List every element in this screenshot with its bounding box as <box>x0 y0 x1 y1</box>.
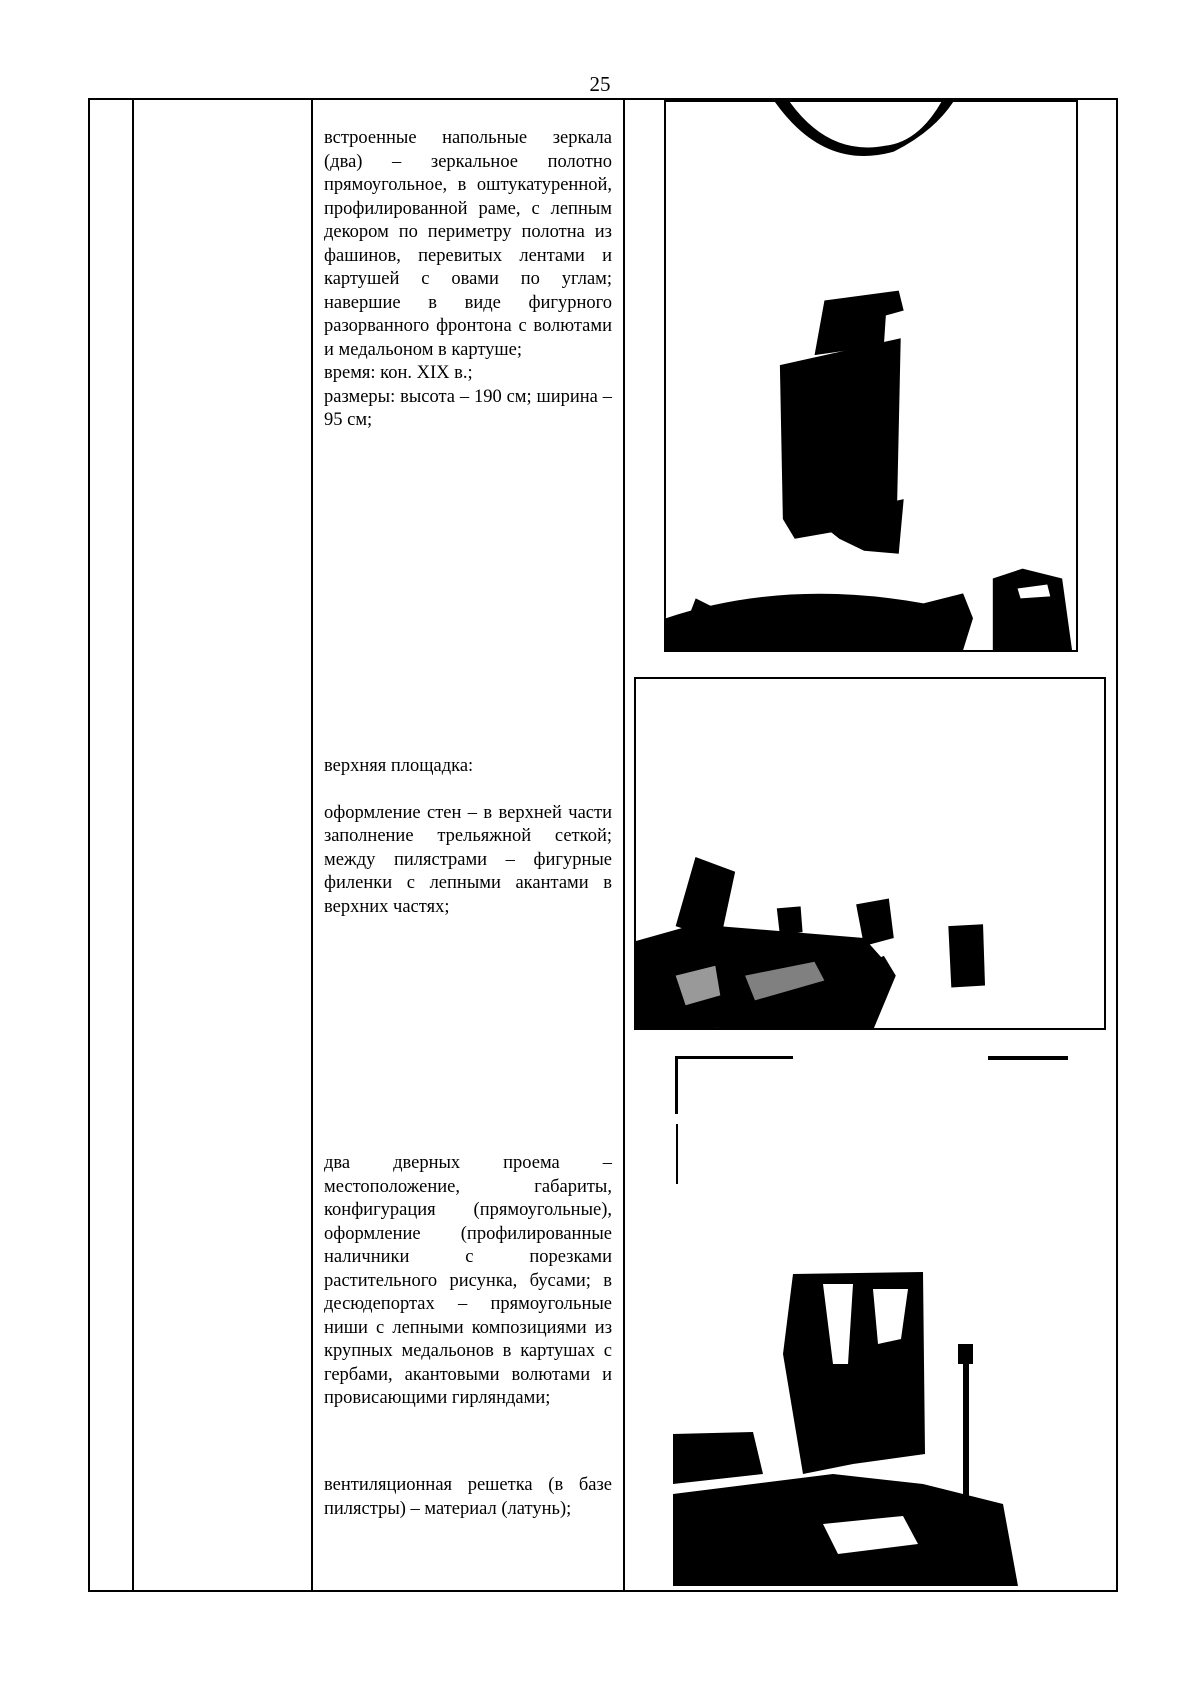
entry-paragraph: вентиляционная решетка (в базе пилястры) – материал (латунь); <box>324 1475 612 1519</box>
entry-ventilation-grille <box>324 1474 612 1521</box>
table-column-divider <box>623 98 625 1592</box>
entry-paragraph: два дверных проема – местоположение, габариты, конфигурация (прямоугольные), оформление (профилированные наличники с порезками растительного рисунка, бусами; в десюдепортах – прямоугольные ниши с лепными композициями из крупных медальонов в картушах с гербами, акантовыми волютами и провисающими гирляндами; <box>324 1153 612 1408</box>
entry-mirrors <box>324 127 612 433</box>
photo-doorway <box>673 1054 1073 1586</box>
page-number: 25 <box>589 72 611 96</box>
entry-paragraph: оформление стен – в верхней части заполнение трельяжной сеткой; между пилястрами – фигурные филенки с лепными акантами в верхних частях; <box>324 802 612 917</box>
table-column-divider <box>132 98 134 1592</box>
photo-upper-landing <box>634 677 1106 1030</box>
entry-paragraph: встроенные напольные зеркала (два) – зеркальное полотно прямоугольное, в оштукатуренной, профилированной раме, с лепным декором по периметру полотна из фашинов, перевитых лентами и картушей с овами по углам; навершие в виде фигурного разорванного фронтона с волютами и медальоном в картуше; <box>324 128 612 360</box>
entry-upper-landing <box>324 755 612 919</box>
entry-paragraph: время: кон. XIX в.; <box>324 363 473 383</box>
table-column-divider <box>311 98 313 1592</box>
entry-paragraph: размеры: высота – 190 см; ширина – 95 см; <box>324 386 612 430</box>
photo-mirror <box>664 100 1078 652</box>
entry-paragraph: верхняя площадка: <box>324 756 474 776</box>
entry-door-openings <box>324 1152 612 1411</box>
